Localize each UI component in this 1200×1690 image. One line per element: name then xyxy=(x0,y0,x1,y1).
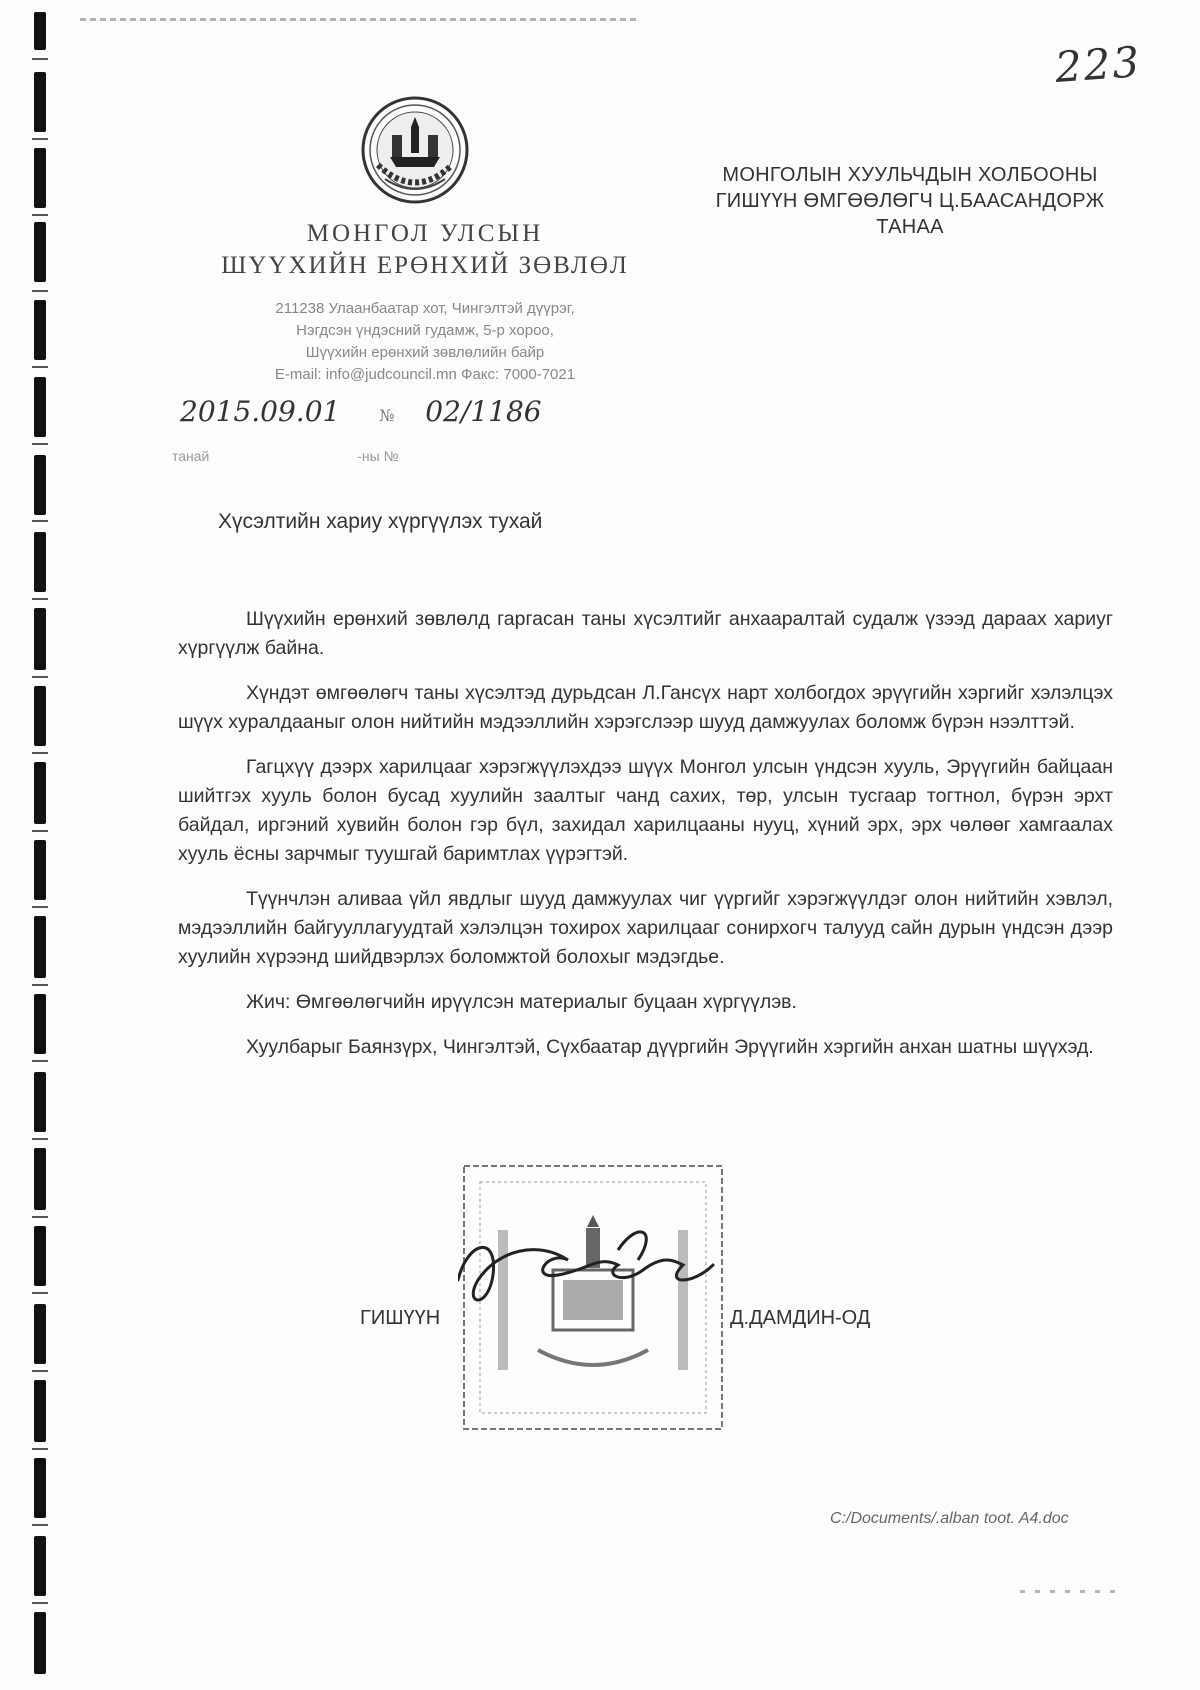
scan-artifact-bottom xyxy=(1020,1590,1125,1593)
body-paragraph-6: Хуулбарыг Баянзүрх, Чингэлтэй, Сүхбаатар дүүргийн Эрүүгийн хэргийн анхан шатны шүүхэд. xyxy=(246,1036,1094,1058)
address-line4: E-mail: info@judcouncil.mn Факс: 7000-7021 xyxy=(274,366,576,383)
letter-date: 2015.09.01 xyxy=(180,395,341,428)
body-paragraph-5: Жич: Өмгөөлөгчийн ирүүлсэн материалыг буцаан хүргүүлэв. xyxy=(246,991,797,1013)
address-line3: Шүүхийн ерөнхий зөвлөлийн байр xyxy=(305,344,545,361)
scan-artifact xyxy=(80,18,640,21)
official-stamp-icon xyxy=(458,1160,728,1435)
number-label: № xyxy=(379,406,395,425)
org-name-line2: ШҮҮХИЙН ЕРӨНХИЙ ЗӨВЛӨЛ xyxy=(221,252,629,279)
body-paragraph-1: Шүүхийн ерөнхий зөвлөлд гаргасан таны хүсэлтийг анхааралтай судалж үзээд дараах хариуг хүргүүлж байна. xyxy=(178,608,1113,659)
ref-prefix: танай xyxy=(172,448,210,464)
letter-body xyxy=(178,605,1113,1078)
body-paragraph-2: Хүндэт өмгөөлөгч таны хүсэлтэд дурьдсан Л.Гансүх нарт холбогдох эрүүгийн хэргийг хэлэлцэх шүүх хуралдааныг олон нийтийн мэдээллийн хэрэгслээр шууд дамжуулах боломж бүрэн нээлттэй. xyxy=(178,682,1113,733)
letter-subject: Хүсэлтийн хариу хүргүүлэх тухай xyxy=(218,510,543,533)
recipient-block xyxy=(690,162,1130,240)
recipient-line2: ГИШҮҮН ӨМГӨӨЛӨГЧ Ц.БААСАНДОРЖ xyxy=(715,190,1105,212)
handwritten-page-number: 223 xyxy=(1053,37,1143,92)
recipient-line1: МОНГОЛЫН ХУУЛЬЧДЫН ХОЛБООНЫ xyxy=(722,164,1098,186)
letter-number: 02/1186 xyxy=(425,395,542,428)
recipient-line3: ТАНАА xyxy=(876,216,944,238)
state-emblem-icon xyxy=(360,95,470,205)
body-paragraph-4: Түүнчлэн аливаа үйл явдлыг шууд дамжуулах чиг үүргийг хэрэгжүүлдэг олон нийтийн хэвлэл, мэдээллийн байгууллагуудтай хэлэлцэн тохирох харилцааг сонирхогч талууд сайн дурын үндсэн дээр хуулийн хүрээнд шийдвэрлэх боломжтой болохыг мэдэгдье. xyxy=(178,888,1113,968)
issuer-address xyxy=(195,298,655,386)
binding-strip xyxy=(28,0,58,1690)
address-line1: 211238 Улаанбаатар хот, Чингэлтэй дүүрэг, xyxy=(275,300,575,317)
address-line2: Нэгдсэн үндэсний гудамж, 5-р хороо, xyxy=(296,322,554,339)
date-number-line xyxy=(180,395,542,428)
ref-suffix: -ны № xyxy=(357,448,399,464)
reference-line xyxy=(172,448,399,464)
signatory-name: Д.ДАМДИН-ОД xyxy=(730,1307,871,1329)
file-path-footer: C:/Documents/.alban toot. A4.doc xyxy=(830,1510,1069,1527)
org-name-line1: МОНГОЛ УЛСЫН xyxy=(306,220,544,247)
body-paragraph-3: Гагцхүү дээрх харилцааг хэрэгжүүлэхдээ шүүх Монгол улсын үндсэн хууль, Эрүүгийн байцаан шийтгэх хууль болон бусад хуулийн заалтыг чанд сахих, төр, улсын тусгаар тогтнол, бүрэн эрхт байдал, иргэний хувийн болон гэр бүл, захидал харилцааны нууц, хүний эрх, эрх чөлөөг хамгаалах хууль ёсны зарчмыг туушгай баримтлах үүрэгтэй. xyxy=(178,756,1113,865)
signatory-title: ГИШҮҮН xyxy=(360,1307,441,1329)
issuer-org-name xyxy=(195,220,655,280)
